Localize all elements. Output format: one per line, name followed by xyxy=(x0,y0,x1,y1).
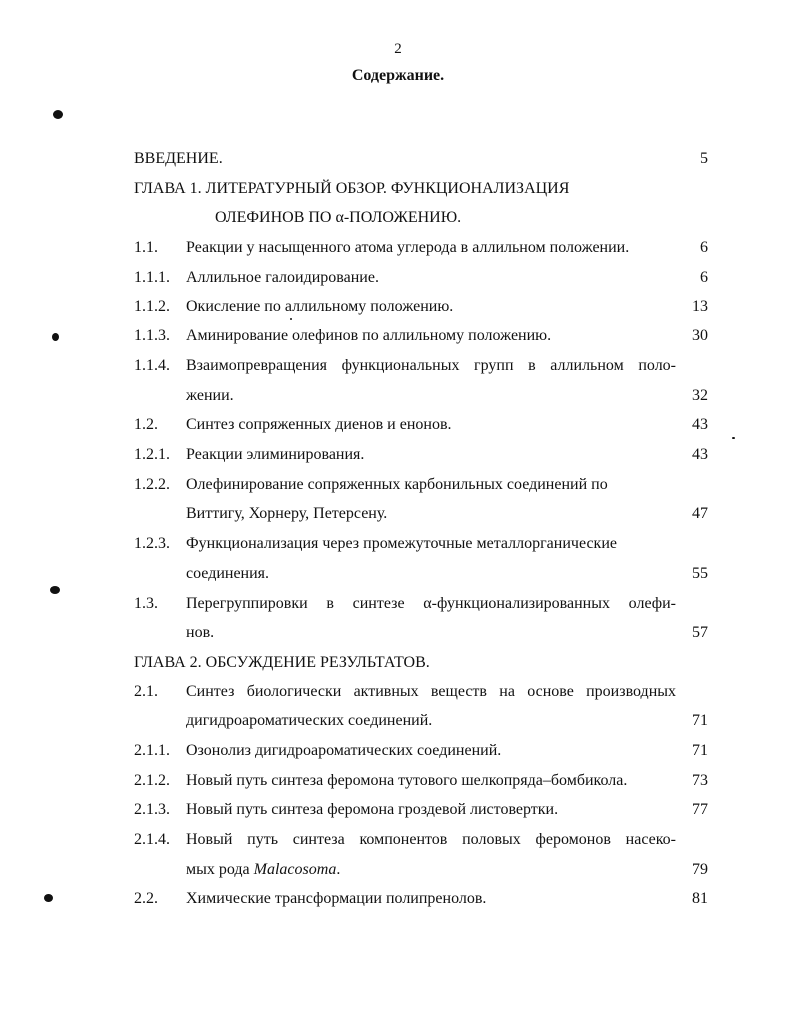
scan-speck xyxy=(53,110,63,119)
scan-speck xyxy=(732,437,735,439)
toc-text: соединения. xyxy=(186,565,270,582)
toc-text: дигидроароматических соединений. xyxy=(186,712,433,729)
scan-speck xyxy=(50,586,60,594)
toc-page: 43 xyxy=(692,416,708,433)
toc-label: ВВЕДЕНИЕ. xyxy=(134,150,223,167)
toc-text: Синтез сопряженных диенов и енонов. xyxy=(186,416,452,433)
toc-text: Олефинирование сопряженных карбонильных соединений по xyxy=(186,476,608,493)
toc-label: ГЛАВА 1. ЛИТЕРАТУРНЫЙ ОБЗОР. ФУНКЦИОНАЛИЗАЦИЯ xyxy=(134,180,570,197)
toc-number: 1.2. xyxy=(134,416,158,433)
toc-text: Функционализация через промежуточные металлорганические xyxy=(186,535,617,552)
toc-text: Озонолиз дигидроароматических соединений. xyxy=(186,742,502,759)
toc-text: Синтез биологически активных веществ на основе производных xyxy=(186,683,676,700)
toc-page: 32 xyxy=(692,387,708,404)
toc-number: 1.2.1. xyxy=(134,446,170,463)
toc-label: ОЛЕФИНОВ ПО α-ПОЛОЖЕНИЮ. xyxy=(215,209,462,226)
scan-speck xyxy=(52,333,59,341)
toc-page: 5 xyxy=(700,150,708,167)
toc-page: 55 xyxy=(692,565,708,582)
toc-text: Аминирование олефинов по аллильному положению. xyxy=(186,327,552,344)
toc-number: 1.1.2. xyxy=(134,298,170,315)
toc-text: Перегруппировки в синтезе α-функционализированных олефи- xyxy=(186,595,676,612)
toc-page: 6 xyxy=(700,239,708,256)
toc-text: Новый путь синтеза феромона гроздевой листовертки. xyxy=(186,801,559,818)
toc-label: ГЛАВА 2. ОБСУЖДЕНИЕ РЕЗУЛЬТАТОВ. xyxy=(134,654,430,671)
toc-text: Аллильное галоидирование. xyxy=(186,269,379,286)
toc-number: 1.2.3. xyxy=(134,535,170,552)
genus-name: Malacosoma xyxy=(253,861,337,878)
toc-text: Окисление по аллильному положению. xyxy=(186,298,454,315)
scan-speck xyxy=(44,894,53,902)
page-number: 2 xyxy=(394,41,402,57)
toc-page: 77 xyxy=(692,801,708,818)
toc-number: 2.1.1. xyxy=(134,742,170,759)
toc-page: 6 xyxy=(700,269,708,286)
toc-text: жении. xyxy=(186,387,234,404)
toc-text: Новый путь синтеза компонентов половых феромонов насеко- xyxy=(186,831,676,848)
toc-page: 43 xyxy=(692,446,708,463)
toc-page: 30 xyxy=(692,327,708,344)
toc-number: 1.2.2. xyxy=(134,476,170,493)
toc-text: Химические трансформации полипренолов. xyxy=(186,890,487,907)
toc-text: Виттигу, Хорнеру, Петерсену. xyxy=(186,505,388,522)
toc-page: 81 xyxy=(692,890,708,907)
toc-page: 13 xyxy=(692,298,708,315)
toc-text: нов. xyxy=(186,624,215,641)
toc-number: 1.1.1. xyxy=(134,269,170,286)
toc-number: 1.3. xyxy=(134,595,158,612)
page-title: Содержание. xyxy=(351,67,445,84)
toc-text xyxy=(186,860,340,880)
toc-number: 1.1.3. xyxy=(134,327,170,344)
toc-page: 57 xyxy=(692,624,708,641)
toc-number: 2.1.2. xyxy=(134,772,170,789)
toc-page: 79 xyxy=(692,861,708,878)
toc-number: 2.1.3. xyxy=(134,801,170,818)
toc-text: Новый путь синтеза феромона тутового шелкопряда–бомбикола. xyxy=(186,772,628,789)
toc-number: 1.1.4. xyxy=(134,357,170,374)
toc-text: Взаимопревращения функциональных групп в аллильном поло- xyxy=(186,357,676,374)
toc-number: 2.1. xyxy=(134,683,158,700)
toc-page: 71 xyxy=(692,712,708,729)
toc-number: 1.1. xyxy=(134,239,158,256)
toc-page: 71 xyxy=(692,742,708,759)
toc-number: 2.1.4. xyxy=(134,831,170,848)
toc-text: Реакции элиминирования. xyxy=(186,446,365,463)
scan-speck xyxy=(290,318,292,320)
toc-page: 73 xyxy=(692,772,708,789)
toc-text: Реакции у насыщенного атома углерода в аллильном положении. xyxy=(186,239,630,256)
toc-page: 47 xyxy=(692,505,708,522)
toc-text-part: мых рода xyxy=(186,861,254,878)
toc-number: 2.2. xyxy=(134,890,158,907)
toc-text-part: . xyxy=(336,861,341,878)
